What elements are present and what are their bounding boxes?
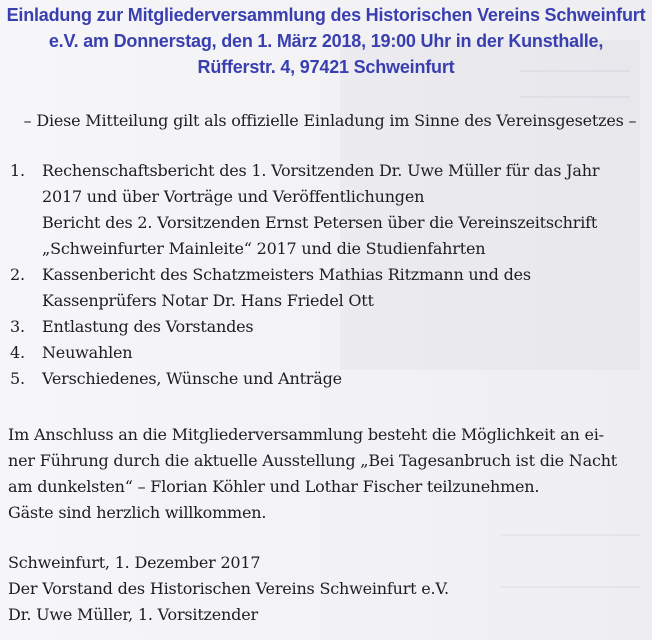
official-notice: – Diese Mitteilung gilt als offizielle Einladung im Sinne des Vereinsgesetzes –: [23, 111, 637, 130]
agenda-item: [8, 210, 640, 236]
signature-board-line: Der Vorstand des Historischen Vereins Schweinfurt e.V.: [8, 579, 449, 598]
agenda-number: 3.: [10, 317, 25, 336]
show-through-line: [520, 96, 630, 98]
agenda-text: Rechenschaftsbericht des 1. Vorsitzenden Dr. Uwe Müller für das Jahr: [42, 161, 600, 180]
agenda-text: 2017 und über Vorträge und Veröffentlichungen: [42, 187, 425, 206]
agenda-item: [8, 366, 640, 392]
agenda-item: [8, 262, 640, 288]
signature-name-line: Dr. Uwe Müller, 1. Vorsitzender: [8, 605, 258, 624]
closing-line: ner Führung durch die aktuelle Ausstellung „Bei Tagesanbruch ist die Nacht: [8, 451, 618, 470]
agenda-item: [8, 340, 640, 366]
show-through-line: [500, 534, 640, 536]
agenda-number: 2.: [10, 265, 25, 284]
signature-date-line: Schweinfurt, 1. Dezember 2017: [8, 553, 261, 572]
agenda-item: [8, 314, 640, 340]
heading-line: Rüfferstr. 4, 97421 Schweinfurt: [197, 57, 455, 77]
agenda-text: Verschiedenes, Wünsche und Anträge: [42, 369, 342, 388]
agenda-item: [8, 288, 640, 314]
agenda-text: Bericht des 2. Vorsitzenden Ernst Petersen über die Vereinszeitschrift: [42, 213, 598, 232]
agenda-text: Kassenbericht des Schatzmeisters Mathias Ritzmann und des: [42, 265, 531, 284]
agenda-number: 1.: [10, 161, 25, 180]
signature-block: [8, 550, 640, 628]
heading-line: Einladung zur Mitgliederversammlung des Historischen Vereins Schweinfurt: [6, 5, 646, 25]
agenda-number: 4.: [10, 343, 25, 362]
invitation-heading: [0, 2, 652, 80]
agenda-text: Kassenprüfers Notar Dr. Hans Friedel Ott: [42, 291, 374, 310]
agenda-text: Neuwahlen: [42, 343, 133, 362]
closing-line: am dunkelsten“ – Florian Köhler und Lothar Fischer teilzunehmen.: [8, 477, 540, 496]
heading-line: e.V. am Donnerstag, den 1. März 2018, 19:00 Uhr in der Kunsthalle,: [48, 31, 604, 51]
agenda-item: [8, 236, 640, 262]
agenda-list: [8, 158, 640, 392]
closing-line: Im Anschluss an die Mitgliederversammlung besteht die Möglichkeit an ei-: [8, 425, 604, 444]
agenda-text: Entlastung des Vorstandes: [42, 317, 254, 336]
closing-paragraph: [8, 422, 640, 526]
agenda-text: „Schweinfurter Mainleite“ 2017 und die Studienfahrten: [42, 239, 486, 258]
agenda-item: [8, 158, 640, 184]
agenda-item: [8, 184, 640, 210]
agenda-number: 5.: [10, 369, 25, 388]
closing-line: Gäste sind herzlich willkommen.: [8, 503, 267, 522]
